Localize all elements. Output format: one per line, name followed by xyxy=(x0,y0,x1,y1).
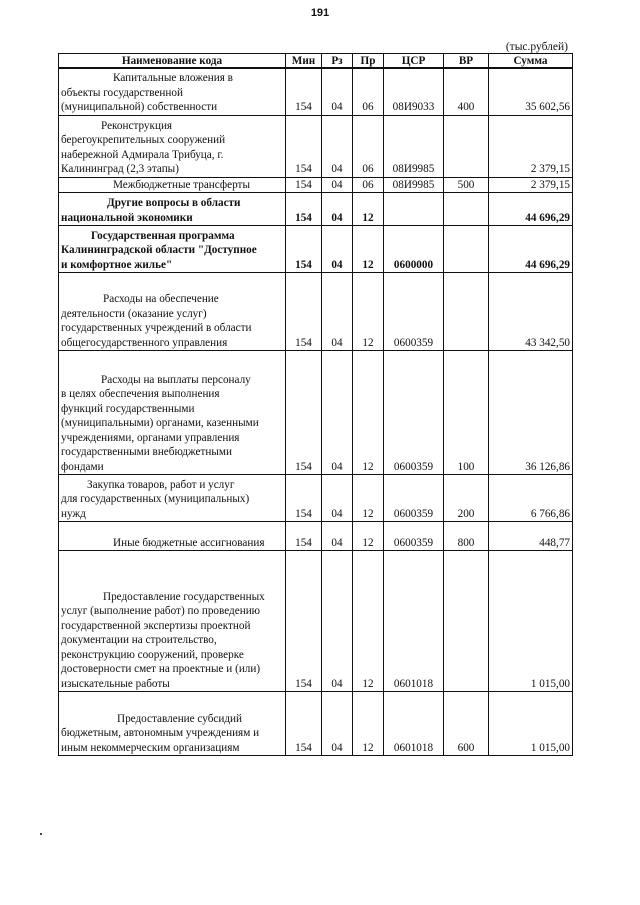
row-sum: 44 696,29 xyxy=(489,225,573,272)
row-rz: 04 xyxy=(322,115,353,177)
row-name: Расходы на обеспечение деятельности (оказание услуг) государственных учреждений в области общегосударственного управления xyxy=(59,272,286,350)
header-sum: Сумма xyxy=(489,54,573,69)
row-csr: 0600359 xyxy=(384,272,444,350)
row-min: 154 xyxy=(286,68,322,115)
header-vr: ВР xyxy=(444,54,489,69)
row-csr: 0600359 xyxy=(384,350,444,474)
row-vr xyxy=(444,550,489,691)
row-sum: 1 015,00 xyxy=(489,691,573,755)
row-vr: 100 xyxy=(444,350,489,474)
row-vr xyxy=(444,272,489,350)
row-min: 154 xyxy=(286,272,322,350)
row-csr: 0600359 xyxy=(384,474,444,521)
row-sum: 1 015,00 xyxy=(489,550,573,691)
row-pr: 12 xyxy=(353,691,384,755)
row-pr: 12 xyxy=(353,225,384,272)
row-csr: 0601018 xyxy=(384,691,444,755)
row-rz: 04 xyxy=(322,177,353,192)
row-min: 154 xyxy=(286,192,322,225)
table-row xyxy=(59,474,573,521)
row-name: Предоставление субсидий бюджетным, автономным учреждениям и иным некоммерческим организациям xyxy=(59,691,286,755)
row-vr: 200 xyxy=(444,474,489,521)
row-sum: 35 602,56 xyxy=(489,68,573,115)
row-rz: 04 xyxy=(322,225,353,272)
row-csr: 0600000 xyxy=(384,225,444,272)
row-rz: 04 xyxy=(322,521,353,550)
row-name: Закупка товаров, работ и услуг для государственных (муниципальных) нужд xyxy=(59,474,286,521)
row-pr: 12 xyxy=(353,350,384,474)
header-rz: Рз xyxy=(322,54,353,69)
row-sum: 2 379,15 xyxy=(489,115,573,177)
row-vr: 800 xyxy=(444,521,489,550)
row-name: Капитальные вложения в объекты государственной (муниципальной) собственности xyxy=(59,68,286,115)
row-pr: 12 xyxy=(353,521,384,550)
row-name: Иные бюджетные ассигнования xyxy=(59,521,286,550)
table-row xyxy=(59,177,573,192)
row-name: Государственная программа Калининградской области "Доступное и комфортное жилье" xyxy=(59,225,286,272)
table-row xyxy=(59,521,573,550)
row-vr xyxy=(444,115,489,177)
row-vr xyxy=(444,192,489,225)
row-csr: 08И9985 xyxy=(384,115,444,177)
units-label: (тыс.рублей) xyxy=(505,41,568,53)
row-pr: 12 xyxy=(353,474,384,521)
row-vr: 500 xyxy=(444,177,489,192)
row-min: 154 xyxy=(286,691,322,755)
row-rz: 04 xyxy=(322,350,353,474)
row-name: Межбюджетные трансферты xyxy=(59,177,286,192)
row-pr: 06 xyxy=(353,177,384,192)
row-csr: 0600359 xyxy=(384,521,444,550)
row-sum: 44 696,29 xyxy=(489,192,573,225)
row-csr: 08И9033 xyxy=(384,68,444,115)
row-name: Расходы на выплаты персоналу в целях обеспечения выполнения функций государственными (муниципальными) органами, казенными учреждениями, органами управления государственными внебюджетными фондами xyxy=(59,350,286,474)
row-pr: 12 xyxy=(353,550,384,691)
row-sum: 36 126,86 xyxy=(489,350,573,474)
table-row xyxy=(59,68,573,115)
table-row xyxy=(59,192,573,225)
row-min: 154 xyxy=(286,474,322,521)
row-vr xyxy=(444,225,489,272)
row-min: 154 xyxy=(286,521,322,550)
row-vr: 600 xyxy=(444,691,489,755)
row-csr: 0601018 xyxy=(384,550,444,691)
table-row xyxy=(59,272,573,350)
row-min: 154 xyxy=(286,225,322,272)
row-min: 154 xyxy=(286,550,322,691)
row-csr xyxy=(384,192,444,225)
row-sum: 43 342,50 xyxy=(489,272,573,350)
row-sum: 6 766,86 xyxy=(489,474,573,521)
row-pr: 06 xyxy=(353,68,384,115)
row-csr: 08И9985 xyxy=(384,177,444,192)
header-min: Мин xyxy=(286,54,322,69)
row-min: 154 xyxy=(286,350,322,474)
row-sum: 2 379,15 xyxy=(489,177,573,192)
row-rz: 04 xyxy=(322,192,353,225)
scan-speck xyxy=(40,833,42,835)
row-rz: 04 xyxy=(322,550,353,691)
row-min: 154 xyxy=(286,115,322,177)
row-sum: 448,77 xyxy=(489,521,573,550)
row-name: Другие вопросы в области национальной экономики xyxy=(59,192,286,225)
table-header-row xyxy=(59,54,573,69)
budget-table xyxy=(58,53,573,756)
table-row xyxy=(59,115,573,177)
table-row xyxy=(59,225,573,272)
table-row xyxy=(59,350,573,474)
page-number: 191 xyxy=(310,7,330,19)
row-vr: 400 xyxy=(444,68,489,115)
row-pr: 12 xyxy=(353,272,384,350)
row-rz: 04 xyxy=(322,474,353,521)
row-pr: 06 xyxy=(353,115,384,177)
row-min: 154 xyxy=(286,177,322,192)
header-pr: Пр xyxy=(353,54,384,69)
row-pr: 12 xyxy=(353,192,384,225)
header-csr: ЦСР xyxy=(384,54,444,69)
row-name: Предоставление государственных услуг (выполнение работ) по проведению государственной экспертизы проектной документации на строительство, реконструкцию сооружений, проверке достоверности смет на проектные и (или) изыскательные работы xyxy=(59,550,286,691)
row-name: Реконструкция берегоукрепительных сооружений набережной Адмирала Трибуца, г. Калининград (2,3 этапы) xyxy=(59,115,286,177)
row-rz: 04 xyxy=(322,68,353,115)
header-name: Наименование кода xyxy=(59,54,286,69)
row-rz: 04 xyxy=(322,691,353,755)
row-rz: 04 xyxy=(322,272,353,350)
table-row xyxy=(59,691,573,755)
table-row xyxy=(59,550,573,691)
